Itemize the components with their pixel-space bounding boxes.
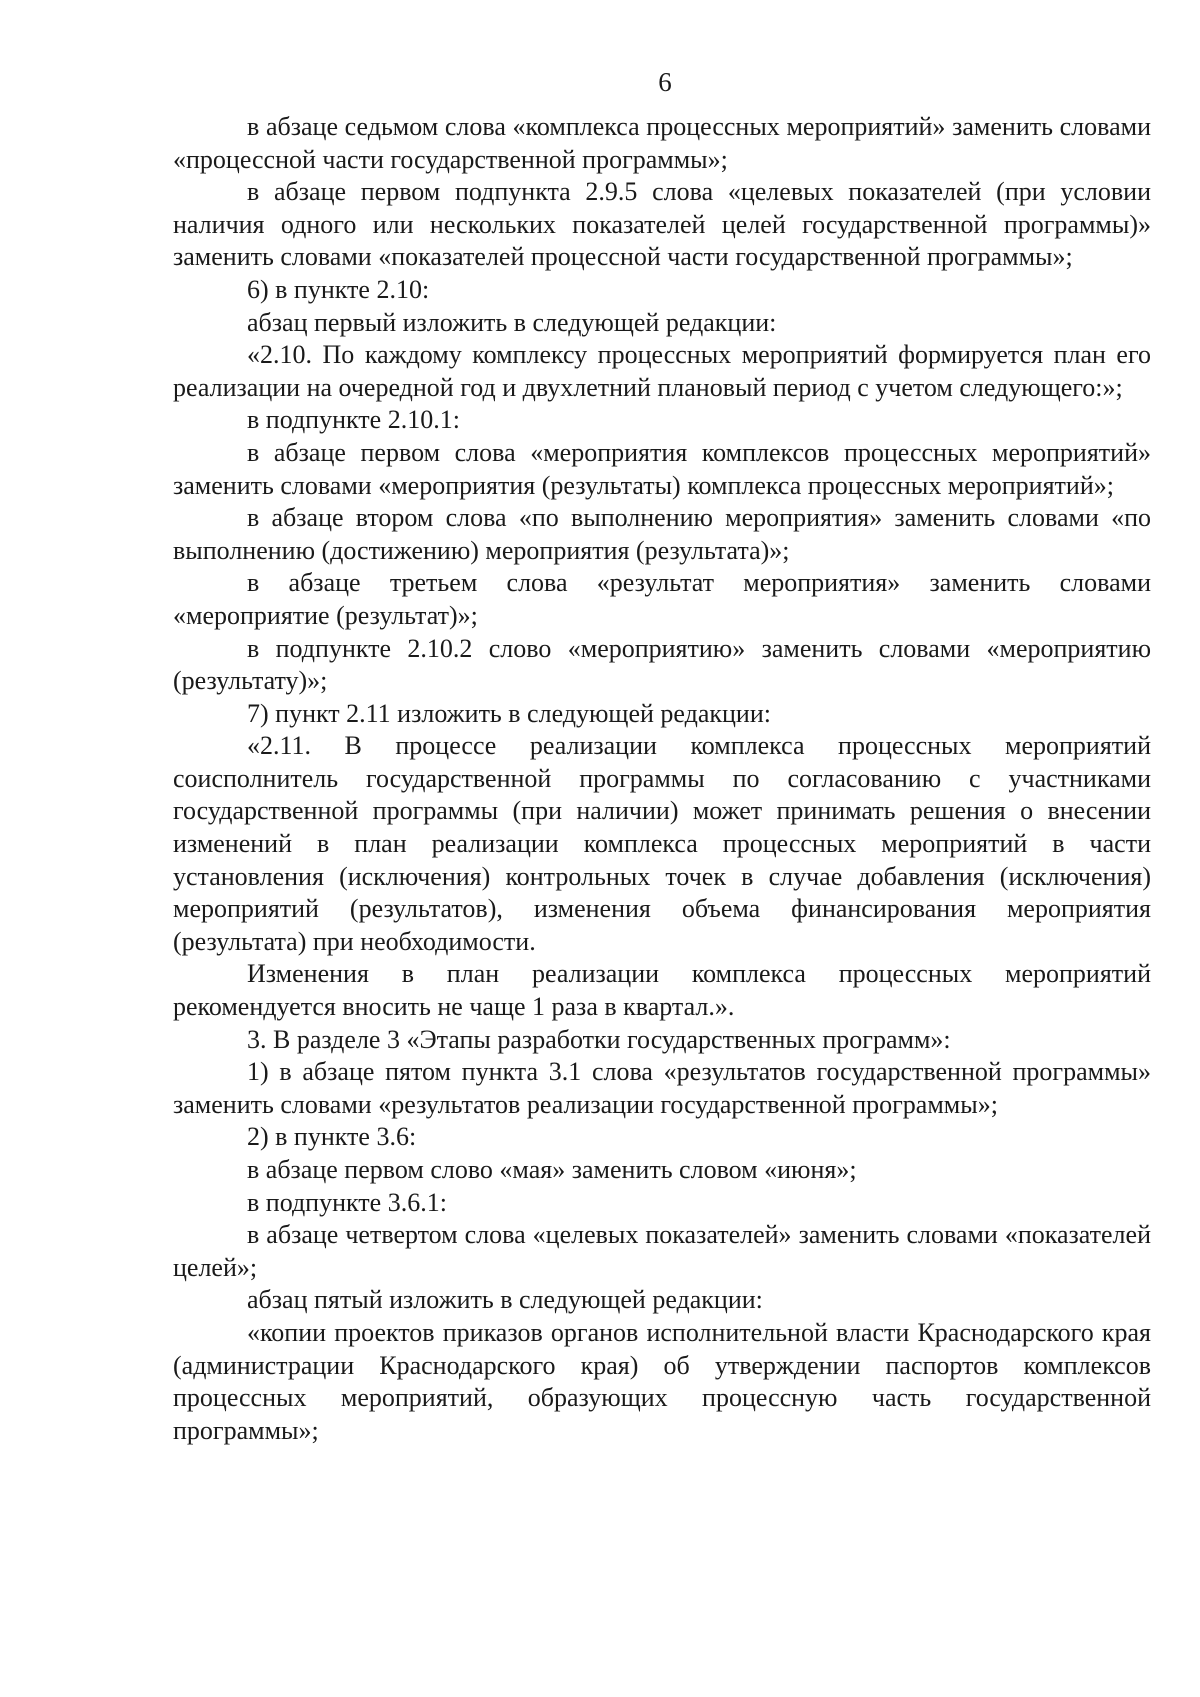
paragraph: в абзаце седьмом слова «комплекса процессных мероприятий» заменить словами «процессной части государственной программы»; [173, 112, 1151, 174]
paragraph: 2) в пункте 3.6: [247, 1122, 417, 1152]
paragraph: 6) в пункте 2.10: [247, 274, 430, 304]
page-number: 6 [658, 67, 672, 97]
paragraph: в абзаце первом слова «мероприятия комплексов процессных мероприятий» заменить словами «мероприятия (результаты) комплекса процессных мероприятий»; [173, 437, 1151, 500]
paragraph: в подпункте 2.10.2 слово «мероприятию» заменить словами «мероприятию (результату)»; [173, 633, 1151, 696]
paragraph: в абзаце первом подпункта 2.9.5 слова «целевых показателей (при условии наличия одного или нескольких показателей целей государственной программы)» заменить словами «показателей процессной части государственной программы»; [173, 177, 1151, 272]
paragraph: абзац пятый изложить в следующей редакции: [247, 1285, 763, 1315]
paragraph: «копии проектов приказов органов исполнительной власти Краснодарского края (администрации Краснодарского края) об утверждении паспортов комплексов процессных мероприятий, образующих процессную часть государственной программы»; [173, 1317, 1151, 1445]
paragraph: 1) в абзаце пятом пункта 3.1 слова «результатов государственной программы» заменить словами «результатов реализации государственной программы»; [173, 1057, 1151, 1119]
paragraph: «2.10. По каждому комплексу процессных мероприятий формируется план его реализации на очередной год и двухлетний плановый период с учетом следующего:»; [173, 340, 1151, 402]
paragraph: в подпункте 3.6.1: [247, 1187, 447, 1217]
paragraph: абзац первый изложить в следующей редакции: [247, 307, 777, 337]
paragraph: «2.11. В процессе реализации комплекса процессных мероприятий соисполнитель государственной программы по согласованию с участниками государственной программы (при наличии) может принимать решения о внесении изменений в план реализации комплекса процессных мероприятий в части установления (исключения) контрольных точек в случае добавления (исключения) мероприятий (результатов), изменения объема финансирования мероприятия (результата) при необходимости. [173, 731, 1151, 956]
paragraph: в подпункте 2.10.1: [247, 405, 460, 435]
paragraph: 3. В разделе 3 «Этапы разработки государственных программ»: [247, 1024, 951, 1054]
paragraph: 7) пункт 2.11 изложить в следующей редакции: [247, 698, 771, 728]
paragraph: в абзаце первом слово «мая» заменить словом «июня»; [247, 1155, 857, 1184]
paragraph: в абзаце втором слова «по выполнению мероприятия» заменить словами «по выполнению (достижению) мероприятия (результата)»; [173, 503, 1151, 565]
paragraph: в абзаце четвертом слова «целевых показателей» заменить словами «показателей целей»; [173, 1220, 1151, 1282]
paragraph: Изменения в план реализации комплекса процессных мероприятий рекомендуется вносить не чаще 1 раза в квартал.». [173, 959, 1151, 1022]
document-body [173, 111, 1151, 1447]
paragraph: в абзаце третьем слова «результат мероприятия» заменить словами «мероприятие (результат)»; [173, 568, 1151, 630]
